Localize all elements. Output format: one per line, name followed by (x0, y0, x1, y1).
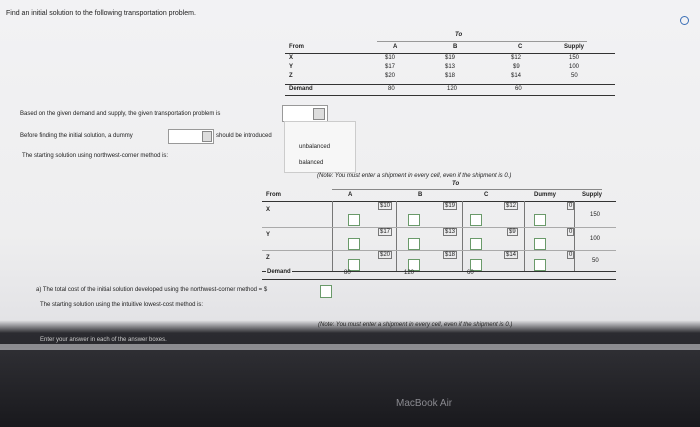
supply-y-2: 100 (590, 236, 601, 242)
cost-yd-2: 0 (569, 229, 573, 235)
col-c-2: C (484, 192, 489, 198)
col-b: B (453, 44, 458, 50)
cost-xa: $10 (385, 55, 396, 61)
total-cost-input[interactable] (320, 285, 332, 298)
cost-za: $20 (385, 73, 396, 79)
row-x-2: X (266, 207, 271, 213)
row-z-2: Z (266, 255, 270, 261)
ship-zd-input[interactable] (534, 259, 546, 271)
cost-za-2: $20 (380, 252, 391, 258)
supply-x: 150 (569, 55, 580, 61)
balance-dropdown[interactable] (282, 105, 328, 122)
supply-label: Supply (564, 44, 585, 50)
total-cost-question: a) The total cost of the initial solution developed using the northwest-corner method = $ (36, 287, 268, 293)
cost-yb-2: $13 (445, 229, 456, 235)
col-a-2: A (348, 192, 353, 198)
demand-label-2: Demand (267, 269, 291, 275)
laptop-brand: MacBook Air (396, 398, 453, 409)
ship-yd-input[interactable] (534, 238, 546, 250)
cost-yc-2: $9 (509, 229, 516, 235)
to-label: To (455, 32, 463, 38)
option-unbalanced[interactable]: unbalanced (299, 144, 331, 150)
from-label-2: From (266, 192, 281, 198)
row-x: X (289, 55, 294, 61)
to-label-2: To (452, 181, 460, 187)
cost-zc-2: $14 (506, 252, 517, 258)
balance-question: Based on the given demand and supply, the given transportation problem is (20, 111, 221, 117)
cost-table (285, 28, 615, 100)
footer-text: Enter your answer in each of the answer boxes. (40, 337, 167, 343)
ship-yc-input[interactable] (470, 238, 482, 250)
option-balanced[interactable]: balanced (299, 160, 324, 166)
cost-zc: $14 (511, 73, 522, 79)
demand-b-2: 120 (404, 270, 415, 276)
dummy-question-prefix: Before finding the initial solution, a dummy (20, 133, 133, 139)
supply-z-2: 50 (592, 258, 599, 264)
cost-ya: $17 (385, 64, 396, 70)
cost-ya-2: $17 (380, 229, 391, 235)
dummy-dropdown[interactable] (168, 129, 214, 144)
supply-y: 100 (569, 64, 580, 70)
cost-yb: $13 (445, 64, 456, 70)
demand-b: 120 (447, 86, 458, 92)
cost-xb-2: $19 (445, 203, 456, 209)
dummy-question-suffix: should be introduced (216, 133, 272, 139)
cost-xc: $12 (511, 55, 522, 61)
note-2: (Note: You must enter a shipment in every cell, even if the shipment is 0.) (318, 322, 513, 328)
solution-table (262, 172, 616, 280)
ship-ya-input[interactable] (348, 238, 360, 250)
row-z: Z (289, 73, 293, 79)
col-dummy-2: Dummy (534, 192, 557, 198)
demand-label: Demand (289, 86, 313, 92)
ship-xc-input[interactable] (470, 214, 482, 226)
refresh-icon[interactable] (680, 16, 689, 25)
demand-a-2: 80 (344, 270, 351, 276)
cost-zb: $18 (445, 73, 456, 79)
table-note: (Note: You must enter a shipment in every cell, even if the shipment is 0.) (317, 173, 512, 179)
ship-xb-input[interactable] (408, 214, 420, 226)
cost-xb: $19 (445, 55, 456, 61)
cost-zb-2: $18 (445, 252, 456, 258)
supply-label-2: Supply (582, 192, 603, 198)
laptop-bezel (0, 348, 700, 427)
demand-c-2: 60 (467, 270, 474, 276)
col-b-2: B (418, 192, 423, 198)
row-y-2: Y (266, 232, 271, 238)
problem-title: Find an initial solution to the following transportation problem. (6, 10, 196, 17)
ship-xa-input[interactable] (348, 214, 360, 226)
start-question: The starting solution using northwest-corner method is: (22, 153, 169, 159)
chevron-down-icon[interactable] (202, 131, 212, 142)
col-c: C (518, 44, 523, 50)
cost-xa-2: $10 (380, 203, 391, 209)
demand-c: 60 (515, 86, 522, 92)
dropdown-menu (284, 121, 356, 173)
supply-x-2: 150 (590, 212, 601, 218)
cost-yc: $9 (513, 64, 520, 70)
screen-edge (0, 344, 700, 350)
cost-xc-2: $12 (506, 203, 517, 209)
intuitive-question: The starting solution using the intuitive lowest-cost method is: (40, 302, 204, 308)
ship-xd-input[interactable] (534, 214, 546, 226)
cost-xd-2: 0 (569, 203, 573, 209)
supply-z: 50 (571, 73, 578, 79)
col-a: A (393, 44, 398, 50)
ship-yb-input[interactable] (408, 238, 420, 250)
row-y: Y (289, 64, 294, 70)
chevron-down-icon[interactable] (313, 108, 325, 120)
demand-a: 80 (388, 86, 395, 92)
cost-zd-2: 0 (569, 252, 573, 258)
from-label: From (289, 44, 304, 50)
